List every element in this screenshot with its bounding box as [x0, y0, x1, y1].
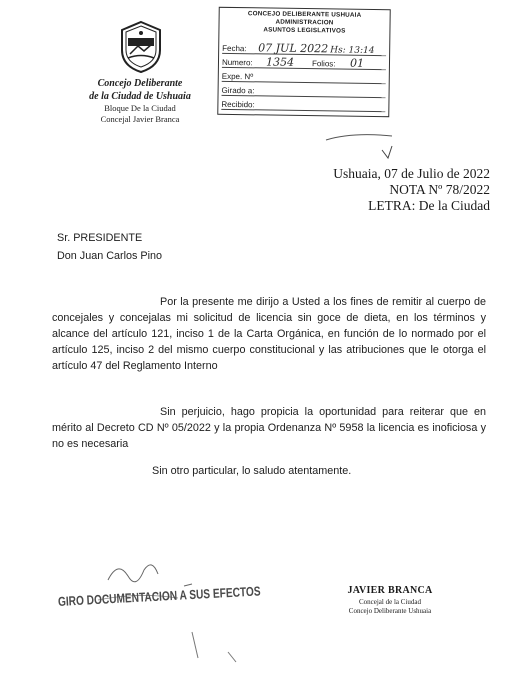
bloc-name: Bloque De la Ciudad — [104, 103, 176, 113]
stamp-title-3: ASUNTOS LEGISLATIVOS — [263, 26, 346, 35]
signatory-org: Concejo Deliberante Ushuaia — [348, 607, 432, 615]
fecha-value: 07 JUL 2022 — [258, 41, 329, 56]
letterhead — [60, 77, 220, 125]
paragraph-1: Por la presente me dirijo a Usted a los fines de remitir al cuerpo de concejales y concejalas mi solicitud de licencia sin goce de dieta, en los términos y alcance del artículo 121, inciso 1 de la Carta Orgánica, en función de lo normado por el artículo 125, inciso 2 del mismo cuerpo constitucional y las atribuciones que le otorga el artículo 47 del Reglamento Interno — [52, 296, 486, 372]
numero-label: Numero: — [221, 57, 253, 68]
handwritten-signature — [88, 540, 228, 620]
reception-stamp — [217, 7, 390, 117]
folios-label: Folios: — [311, 59, 336, 69]
addressee-line1: Sr. PRESIDENTE — [57, 232, 143, 244]
stamp-row-expe — [222, 69, 386, 84]
fecha-time: Hs: 13:14 — [330, 45, 375, 56]
handwritten-mark — [322, 128, 402, 168]
expe-label: Expe. Nº — [221, 71, 254, 82]
numero-value: 1354 — [265, 55, 295, 69]
giro-documentacion-stamp: GIRO DOCUMENTACION A SUS EFECTOS — [57, 583, 261, 609]
folios-value: 01 — [349, 56, 365, 70]
signatory-role: Concejal de la Ciudad — [358, 598, 421, 606]
stamp-header — [219, 8, 389, 36]
org-name-line1: Concejo Deliberante — [97, 78, 183, 89]
pen-mark — [188, 628, 248, 668]
stamp-row-girado — [222, 83, 386, 98]
nota-number: NOTA Nº 78/2022 — [389, 182, 490, 197]
stamp-row-fecha — [222, 41, 386, 56]
stamp-title-2: ADMINISTRACION — [275, 18, 334, 27]
councilor-name: Concejal Javier Branca — [100, 114, 180, 124]
stamp-row-recibido — [221, 97, 385, 112]
girado-label: Girado a: — [221, 85, 255, 96]
place-date: Ushuaia, 07 de Julio de 2022 — [333, 166, 490, 181]
letra-line: LETRA: De la Ciudad — [368, 198, 490, 213]
fecha-label: Fecha: — [222, 43, 247, 54]
stamp-title-1: CONCEJO DELIBERANTE USHUAIA — [247, 10, 362, 19]
closing-line: Sin otro particular, lo saludo atentamente. — [152, 465, 352, 477]
coat-of-arms-emblem — [118, 20, 164, 74]
recibido-label: Recibido: — [221, 99, 255, 110]
paragraph-2: Sin perjuicio, hago propicia la oportunidad para reiterar que en mérito al Decreto CD Nº 05/2022 y la propia Ordenanza Nº 5958 la licencia es inoficiosa y no es necesaria — [52, 406, 486, 450]
org-name-line2: de la Ciudad de Ushuaia — [89, 91, 191, 102]
addressee-line2: Don Juan Carlos Pino — [57, 250, 163, 262]
stamp-row-numero — [222, 55, 386, 70]
signatory-name: JAVIER BRANCA — [347, 585, 433, 596]
